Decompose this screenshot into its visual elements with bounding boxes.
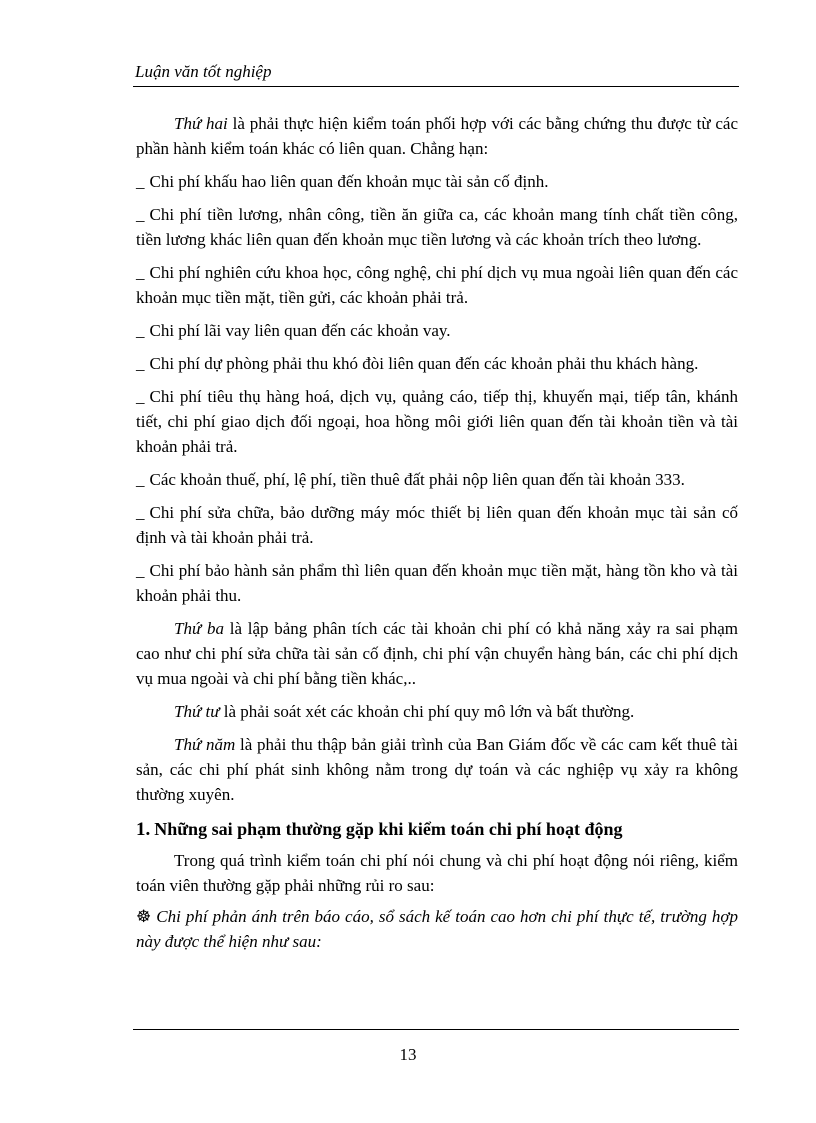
bullet-mark: _ xyxy=(136,263,145,282)
header-rule xyxy=(133,86,739,87)
list-item-text: Chi phí dự phòng phải thu khó đòi liên quan đến các khoản phải thu khách hàng. xyxy=(149,354,699,373)
list-item xyxy=(136,260,738,310)
page-number: 13 xyxy=(399,1045,417,1064)
list-item-text: Chi phí lãi vay liên quan đến các khoản vay. xyxy=(149,321,451,340)
list-item-text: Chi phí tiền lương, nhân công, tiền ăn giữa ca, các khoản mang tính chất tiền công, tiền lương khác liên quan đến khoản mục tiền lương và các khoản trích theo lương. xyxy=(136,205,738,249)
page-body xyxy=(136,111,738,954)
lead-thu-nam: Thứ năm xyxy=(174,735,236,754)
paragraph-text: là phải thực hiện kiểm toán phối hợp với các bằng chứng thu được từ các phần hành kiểm toán khác có liên quan. Chẳng hạn: xyxy=(136,114,738,158)
paragraph-thu-nam xyxy=(136,732,738,807)
section-number: 1. xyxy=(136,819,151,840)
list-item xyxy=(136,169,738,194)
paragraph-text: là phải thu thập bản giải trình của Ban Giám đốc về các cam kết thuê tài sản, các chi phí phát sinh không nằm trong dự toán và các nghiệp vụ xảy ra không thường xuyên. xyxy=(136,735,738,804)
lead-thu-ba: Thứ ba xyxy=(174,619,224,638)
bullet-mark: _ xyxy=(136,561,145,580)
bullet-mark: _ xyxy=(136,321,145,340)
list-item xyxy=(136,318,738,343)
lead-thu-tu: Thứ tư xyxy=(174,702,220,721)
paragraph-text: là lập bảng phân tích các tài khoản chi phí có khả năng xảy ra sai phạm cao như chi phí sửa chữa tài sản cố định, chi phí vận chuyển hàng bán, các chi phí dịch vụ mua ngoài và chi phí bằng tiền khác,.. xyxy=(136,619,739,688)
paragraph-text: là phải soát xét các khoản chi phí quy mô lớn và bất thường. xyxy=(219,702,635,721)
lead-thu-hai: Thứ hai xyxy=(174,114,228,133)
wheel-icon: ☸ xyxy=(136,907,152,926)
note-paragraph xyxy=(136,904,738,954)
note-text: Chi phí phản ánh trên báo cáo, sổ sách kế toán cao hơn chi phí thực tế, trường hợp này được thể hiện như sau: xyxy=(136,907,738,951)
section-intro: Trong quá trình kiểm toán chi phí nói chung và chi phí hoạt động nói riêng, kiểm toán viên thường gặp phải những rủi ro sau: xyxy=(136,851,738,895)
list-item xyxy=(136,558,738,608)
list-item-text: Chi phí khấu hao liên quan đến khoản mục tài sản cố định. xyxy=(149,172,549,191)
list-item xyxy=(136,202,738,252)
section-title: Những sai phạm thường gặp khi kiểm toán chi phí hoạt động xyxy=(154,819,623,839)
bullet-mark: _ xyxy=(136,205,145,224)
bullet-mark: _ xyxy=(136,354,145,373)
footer-rule xyxy=(133,1029,739,1030)
running-header: Luận văn tốt nghiệp xyxy=(135,62,272,81)
paragraph-thu-hai xyxy=(136,111,738,161)
list-item xyxy=(136,384,738,459)
list-item-text: Các khoản thuế, phí, lệ phí, tiền thuê đất phải nộp liên quan đến tài khoản 333. xyxy=(149,470,685,489)
paragraph-thu-ba xyxy=(136,616,738,691)
list-item-text: Chi phí nghiên cứu khoa học, công nghệ, chi phí dịch vụ mua ngoài liên quan đến các khoản mục tiền mặt, tiền gửi, các khoản phải trả. xyxy=(136,263,738,307)
list-item xyxy=(136,467,738,492)
list-item-text: Chi phí tiêu thụ hàng hoá, dịch vụ, quảng cáo, tiếp thị, khuyến mại, tiếp tân, khánh tiết, chi phí giao dịch đối ngoại, hoa hồng môi giới liên quan đến tài khoản tiền và tài khoản phải trả. xyxy=(136,387,738,456)
list-item-text: Chi phí sửa chữa, bảo dưỡng máy móc thiết bị liên quan đến khoản mục tài sản cố định và tài khoản phải trả. xyxy=(136,503,738,547)
bullet-mark: _ xyxy=(136,470,145,489)
list-item xyxy=(136,351,738,376)
bullet-mark: _ xyxy=(136,503,145,522)
section-heading xyxy=(136,817,738,842)
bullet-mark: _ xyxy=(136,387,145,406)
bullet-mark: _ xyxy=(136,172,145,191)
list-item xyxy=(136,500,738,550)
list-item-text: Chi phí bảo hành sản phẩm thì liên quan đến khoản mục tiền mặt, hàng tồn kho và tài khoản phải thu. xyxy=(136,561,738,605)
paragraph-thu-tu xyxy=(136,699,738,724)
